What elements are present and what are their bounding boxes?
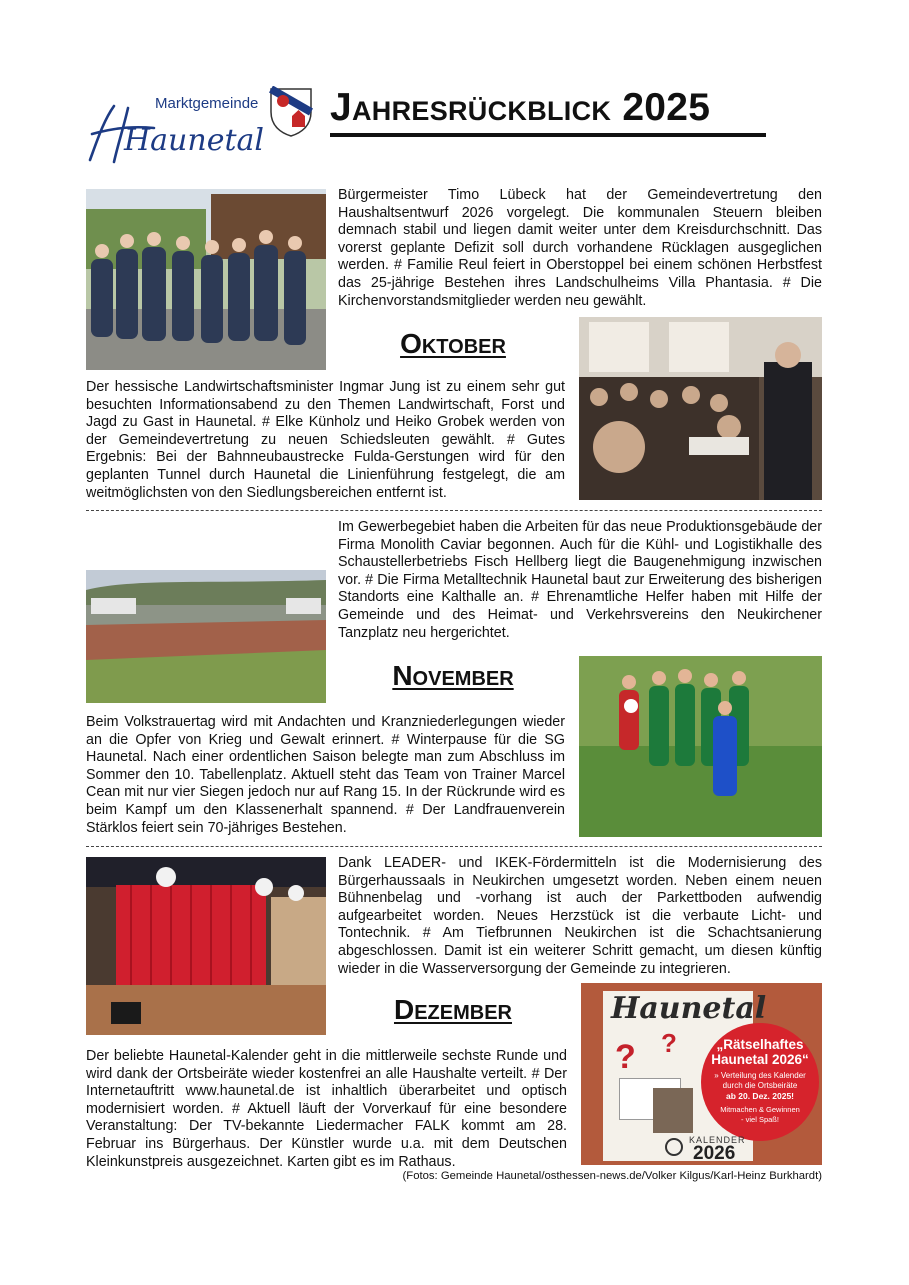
question-mark-icon: ? (615, 1038, 636, 1076)
badge-line: - viel Spaß! (741, 1115, 779, 1124)
question-mark-icon: ? (661, 1028, 677, 1058)
badge-line: Mitmachen & Gewinnen (720, 1105, 800, 1114)
heading-dezember: Dezember (393, 994, 512, 1025)
page-title: Jahresrückblick 2025 (330, 86, 711, 129)
photo-calendar-poster (581, 983, 822, 1165)
photo-community-hall-stage (86, 857, 326, 1035)
title-underline (330, 133, 766, 137)
dezember-text-1: Dank LEADER- und IKEK-Fördermitteln ist die Modernisierung des Bürgerhaussaals in Neukirchen umgesetzt worden. Neben einem neuen Bühnenbelag und -vorhang ist auch der Parkettboden aufwendig aufgearbeitet worden. Neues Herzstück ist die verbaute Licht- und Tontechnik. # Am Tiefbrunnen Neukirchen ist die Schachtsanierung abgeschlossen. Damit ist ein weiterer Schritt gemacht, um diesen künftig wieder in die Wasserversorgung der Gemeinde zu integrieren. (338, 855, 822, 977)
coat-of-arms-icon (268, 86, 314, 138)
photo-information-evening (579, 317, 822, 500)
photo-group-outdoors (86, 189, 326, 370)
photo-credit: (Fotos: Gemeinde Haunetal/osthessen-news.de/Volker Kilgus/Karl-Heinz Burkhardt) (402, 1170, 822, 1182)
section-divider (86, 846, 822, 847)
oktober-text-2: Im Gewerbegebiet haben die Arbeiten für das neue Produktionsgebäude der Firma Monolith Caviar begonnen. Auch für die Kühl- und Logistikhalle des Schaustellerbetriebs Fisch Hellberg liegt die Baugenehmigung inzwischen vor. # Die Firma Metalltechnik Haunetal baut zur Erweiterung des bisherigen Standorts eine Kalthalle an. # Ehrenamtliche Helfer haben mit Hilfe der Gemeinde und des Heimat- und Verkehrsvereins den Neukirchener Tanzplatz neu hergerichtet. (338, 519, 822, 641)
magnifier-icon (665, 1138, 683, 1156)
section-divider (86, 510, 822, 511)
september-text: Bürgermeister Timo Lübeck hat der Gemeindevertretung den Haushaltsentwurf 2026 vorgelegt. Die kommunalen Steuern bleiben demnach stabil und liegen damit weiter unter dem Kreisdurchschnitt. Das vorerst geplante Defizit soll durch vorhandene Rücklagen ausgeglichen werden. # Familie Reul feiert in Oberstoppel bei einem schönen Herbstfest das 25-jährige Bestehen ihres Landschulheims Villa Phantasia. # Die Kirchenvorstandsmitglieder werden neu gewählt. (338, 187, 822, 309)
badge-line: ab 20. Dez. 2025! (725, 1091, 795, 1101)
poster-brand: Haunetal (611, 991, 767, 1026)
poster-year: 2026 (693, 1143, 736, 1164)
heading-november: November (392, 660, 514, 691)
poster-badge (701, 1023, 819, 1141)
dezember-text-2: Der beliebte Haunetal-Kalender geht in die mittlerweile sechste Runde und wird dank der Ortsbeiräte wieder kostenfrei an alle Haushalte verteilt. # Der Internetauftritt www.haunetal.de ist inhaltlich überarbeitet und optisch modernisiert worden. # Aktuell läuft der Vorverkauf für eine besondere Veranstaltung: Der TV-bekannte Liedermacher FALK kommt am 28. Februar ins Bürgerhaus. Der Künstler wurde u.a. mit dem Deutschen Kleinkunstpreis ausgezeichnet. Karten gibt es im Rathaus. (86, 1048, 567, 1170)
badge-line: durch die Ortsbeiräte (722, 1081, 798, 1090)
badge-line: Haunetal 2026“ (711, 1052, 809, 1067)
logo-script-text: Haunetal (124, 123, 264, 158)
november-text: Beim Volkstrauertag wird mit Andachten und Kranzniederlegungen wieder an die Opfer von Krieg und Gewalt erinnert. # Winterpause für die SG Haunetal. Nach einer ordentlichen Saison belegte man zum Abschluss im Sommer den 10. Tabellenplatz. Aktuell steht das Team von Trainer Marcel Cean mit nur vier Siegen jedoch nur auf Rang 15. In der Rückrunde wird es beim Kampf um den Klassenerhalt spannend. # Der Landfrauenverein Stärklos feiert sein 70-jähriges Bestehen. (86, 714, 565, 836)
poster-kalender-label: KALENDER (689, 1135, 746, 1145)
photo-football-match (579, 656, 822, 837)
heading-oktober: Oktober (400, 328, 506, 359)
oktober-text-1: Der hessische Landwirtschaftsminister Ingmar Jung ist zu einem sehr gut besuchten Informationsabend zu den Themen Landwirtschaft, Forst und Jagd zu Gast in Haunetal. # Elke Künholz und Heiko Grobek werden von der Gemeindevertretung zu neuen Schiedsleuten gewählt. # Gutes Ergebnis: Bei der Bahnneubaustrecke Fulda-Gerstungen wird für den geplanten Tunnel durch Haunetal die Linienführung festgelegt, die am weitmöglichsten von den Siedlungsbereichen entfernt ist. (86, 379, 565, 501)
poster-house-picture (653, 1088, 693, 1133)
badge-line: „Rätselhaftes (716, 1037, 804, 1052)
haunetal-script-logo (84, 98, 269, 166)
photo-construction-site (86, 570, 326, 703)
badge-line: » Verteilung des Kalender (714, 1071, 806, 1080)
logo-marktgemeinde-text: Marktgemeinde (155, 95, 259, 112)
